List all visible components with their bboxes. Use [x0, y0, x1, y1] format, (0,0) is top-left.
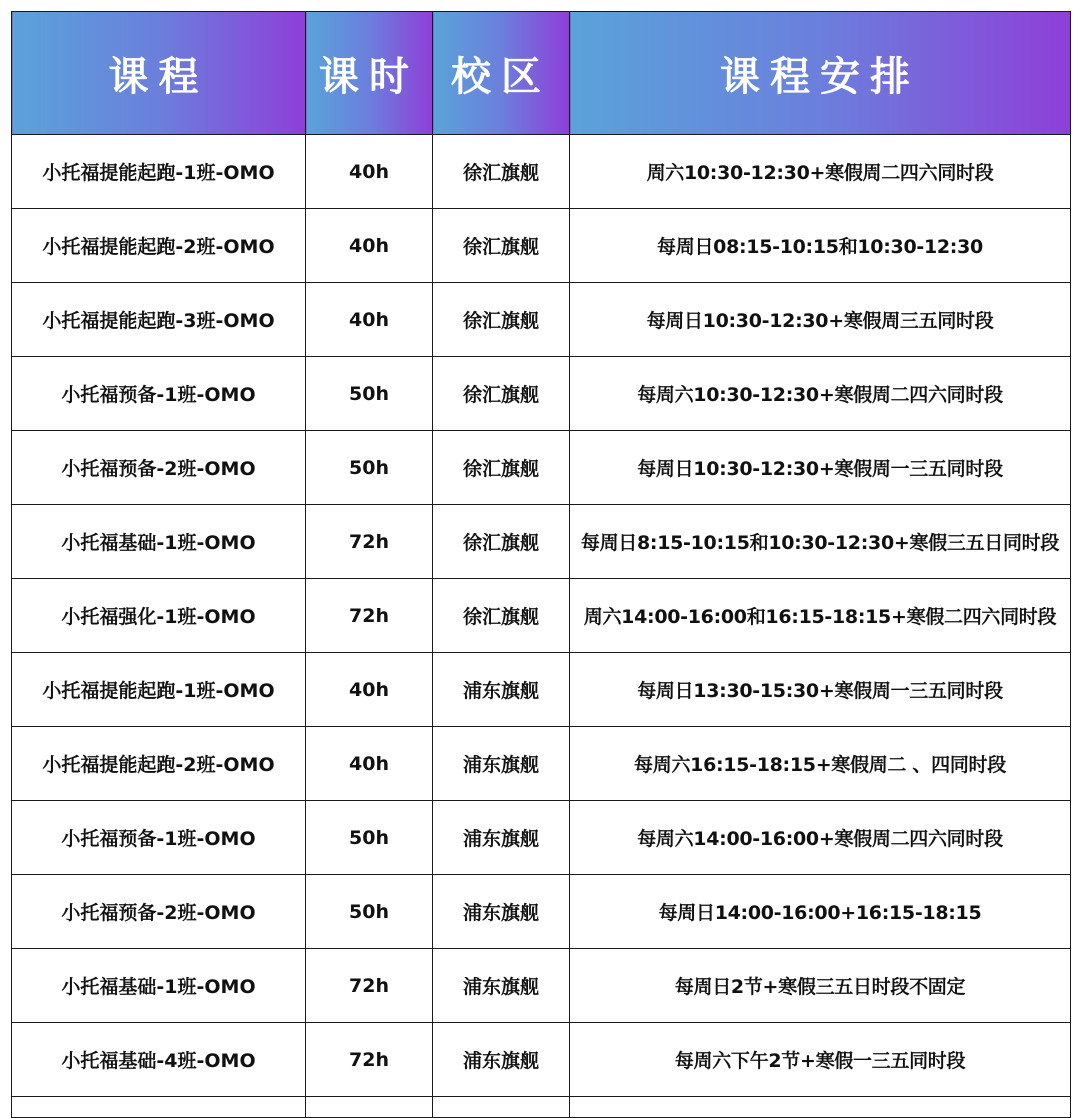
header-hours: 课时: [306, 12, 433, 135]
cell-schedule: 每周日2节+寒假三五日时段不固定: [570, 949, 1071, 1023]
cell-empty: [433, 1097, 570, 1118]
table-row: [12, 505, 1071, 579]
cell-campus: 徐汇旗舰: [433, 505, 570, 579]
cell-schedule: 每周日08:15-10:15和10:30-12:30: [570, 209, 1071, 283]
cell-hours: 72h: [306, 1023, 433, 1097]
cell-campus: 浦东旗舰: [433, 653, 570, 727]
table-row: [12, 135, 1071, 209]
cell-course: 小托福预备-1班-OMO: [12, 357, 306, 431]
cell-hours: 72h: [306, 949, 433, 1023]
cell-course: 小托福基础-1班-OMO: [12, 505, 306, 579]
table-row: [12, 283, 1071, 357]
cell-hours: 40h: [306, 135, 433, 209]
cell-hours: 72h: [306, 579, 433, 653]
cell-schedule: 每周日14:00-16:00+16:15-18:15: [570, 875, 1071, 949]
header-campus: 校区: [433, 12, 570, 135]
cell-campus: 浦东旗舰: [433, 949, 570, 1023]
cell-schedule: 每周日8:15-10:15和10:30-12:30+寒假三五日同时段: [570, 505, 1071, 579]
cell-campus: 徐汇旗舰: [433, 135, 570, 209]
cell-empty: [12, 1097, 306, 1118]
cell-hours: 72h: [306, 505, 433, 579]
cell-empty: [570, 1097, 1071, 1118]
cell-hours: 50h: [306, 431, 433, 505]
cell-course: 小托福基础-1班-OMO: [12, 949, 306, 1023]
cell-course: 小托福预备-1班-OMO: [12, 801, 306, 875]
cell-course: 小托福提能起跑-2班-OMO: [12, 209, 306, 283]
table-row: [12, 209, 1071, 283]
table-row: [12, 801, 1071, 875]
cell-schedule: 周六14:00-16:00和16:15-18:15+寒假二四六同时段: [570, 579, 1071, 653]
cell-schedule: 每周日10:30-12:30+寒假周一三五同时段: [570, 431, 1071, 505]
cell-schedule: 每周六10:30-12:30+寒假周二四六同时段: [570, 357, 1071, 431]
table-header-row: [12, 12, 1071, 135]
cell-hours: 50h: [306, 875, 433, 949]
cell-campus: 浦东旗舰: [433, 875, 570, 949]
cell-hours: 50h: [306, 801, 433, 875]
cell-campus: 浦东旗舰: [433, 801, 570, 875]
cell-hours: 40h: [306, 209, 433, 283]
cell-hours: 40h: [306, 653, 433, 727]
cell-campus: 徐汇旗舰: [433, 283, 570, 357]
cell-course: 小托福强化-1班-OMO: [12, 579, 306, 653]
cell-course: 小托福提能起跑-1班-OMO: [12, 653, 306, 727]
table-row: [12, 579, 1071, 653]
cell-schedule: 每周六14:00-16:00+寒假周二四六同时段: [570, 801, 1071, 875]
table-row: [12, 653, 1071, 727]
schedule-table: [11, 11, 1071, 1118]
table-row: [12, 1023, 1071, 1097]
cell-campus: 徐汇旗舰: [433, 431, 570, 505]
cell-schedule: 每周日13:30-15:30+寒假周一三五同时段: [570, 653, 1071, 727]
table-row: [12, 875, 1071, 949]
cell-course: 小托福提能起跑-2班-OMO: [12, 727, 306, 801]
table-row: [12, 949, 1071, 1023]
table-row: [12, 431, 1071, 505]
cell-hours: 40h: [306, 727, 433, 801]
cell-course: 小托福预备-2班-OMO: [12, 875, 306, 949]
table-row: [12, 727, 1071, 801]
cell-course: 小托福提能起跑-3班-OMO: [12, 283, 306, 357]
cell-campus: 徐汇旗舰: [433, 357, 570, 431]
cell-campus: 徐汇旗舰: [433, 209, 570, 283]
cell-course: 小托福提能起跑-1班-OMO: [12, 135, 306, 209]
cell-schedule: 每周日10:30-12:30+寒假周三五同时段: [570, 283, 1071, 357]
cell-campus: 浦东旗舰: [433, 727, 570, 801]
cell-schedule: 每周六16:15-18:15+寒假周二 、四同时段: [570, 727, 1071, 801]
cell-campus: 徐汇旗舰: [433, 579, 570, 653]
table-row: [12, 357, 1071, 431]
cell-campus: 浦东旗舰: [433, 1023, 570, 1097]
header-course: 课程: [12, 12, 306, 135]
cell-schedule: 每周六下午2节+寒假一三五同时段: [570, 1023, 1071, 1097]
cell-empty: [306, 1097, 433, 1118]
cell-course: 小托福预备-2班-OMO: [12, 431, 306, 505]
table-row-partial: [12, 1097, 1071, 1118]
cell-course: 小托福基础-4班-OMO: [12, 1023, 306, 1097]
cell-hours: 50h: [306, 357, 433, 431]
cell-hours: 40h: [306, 283, 433, 357]
cell-schedule: 周六10:30-12:30+寒假周二四六同时段: [570, 135, 1071, 209]
header-schedule: 课程安排: [570, 12, 1071, 135]
